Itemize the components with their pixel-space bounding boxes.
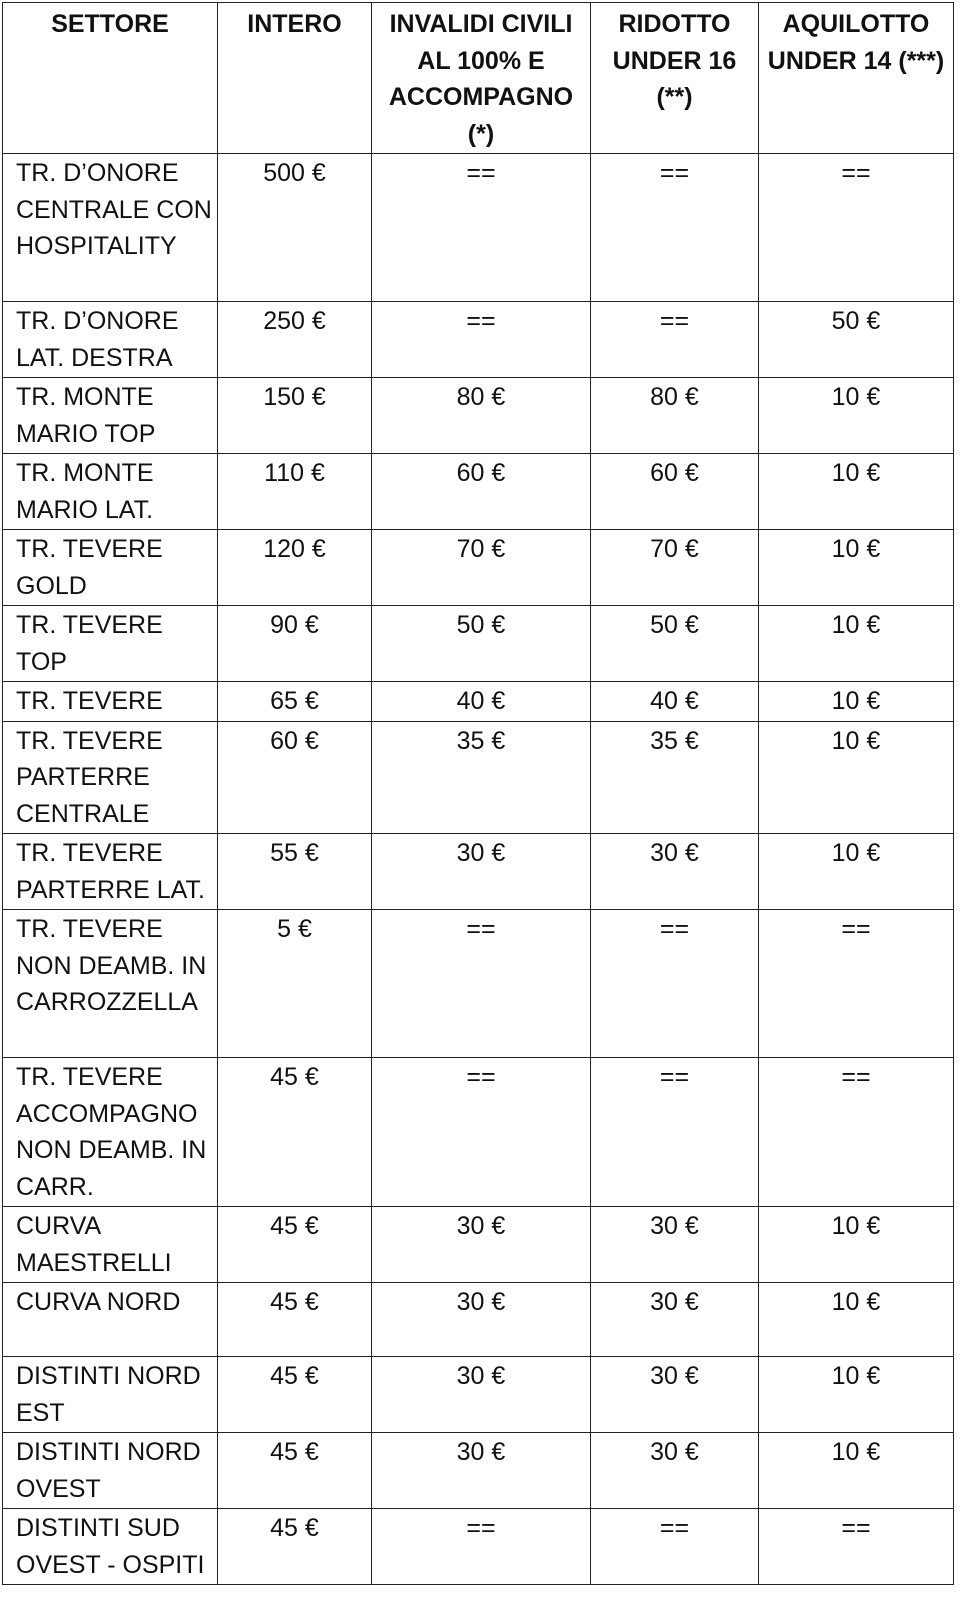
invalidi-cell: 40 € bbox=[372, 682, 591, 722]
sector-cell: TR. TEVERE ACCOMPAGNO NON DEAMB. IN CARR. bbox=[3, 1058, 218, 1207]
table-row bbox=[3, 721, 954, 834]
ridotto-cell: 50 € bbox=[591, 606, 759, 682]
aquilotto-cell: == bbox=[759, 1058, 954, 1207]
ridotto-cell: 30 € bbox=[591, 1283, 759, 1357]
sector-cell: TR. TEVERE GOLD bbox=[3, 530, 218, 606]
aquilotto-cell: == bbox=[759, 910, 954, 1058]
sector-cell: TR. TEVERE PARTERRE CENTRALE bbox=[3, 721, 218, 834]
intero-cell: 45 € bbox=[218, 1283, 372, 1357]
intero-cell: 250 € bbox=[218, 302, 372, 378]
intero-cell: 5 € bbox=[218, 910, 372, 1058]
sector-cell: DISTINTI NORD EST bbox=[3, 1357, 218, 1433]
aquilotto-cell: 10 € bbox=[759, 378, 954, 454]
invalidi-cell: 80 € bbox=[372, 378, 591, 454]
ridotto-cell: == bbox=[591, 302, 759, 378]
header-settore: SETTORE bbox=[3, 3, 218, 154]
table-row bbox=[3, 1207, 954, 1283]
aquilotto-cell: 10 € bbox=[759, 1207, 954, 1283]
header-aquilotto: AQUILOTTO UNDER 14 (***) bbox=[759, 3, 954, 154]
sector-cell: CURVA MAESTRELLI bbox=[3, 1207, 218, 1283]
table-row bbox=[3, 606, 954, 682]
table-row bbox=[3, 154, 954, 302]
table-row bbox=[3, 454, 954, 530]
table-row bbox=[3, 1058, 954, 1207]
header-invalidi: INVALIDI CIVILI AL 100% E ACCOMPAGNO (*) bbox=[372, 3, 591, 154]
table-row bbox=[3, 834, 954, 910]
sector-cell: TR. MONTE MARIO TOP bbox=[3, 378, 218, 454]
aquilotto-cell: 10 € bbox=[759, 834, 954, 910]
sector-cell: TR. TEVERE bbox=[3, 682, 218, 722]
table-row bbox=[3, 378, 954, 454]
table-row bbox=[3, 1283, 954, 1357]
sector-cell: TR. D’ONORE CENTRALE CON HOSPITALITY bbox=[3, 154, 218, 302]
invalidi-cell: == bbox=[372, 910, 591, 1058]
aquilotto-cell: 10 € bbox=[759, 530, 954, 606]
intero-cell: 150 € bbox=[218, 378, 372, 454]
ridotto-cell: 30 € bbox=[591, 1207, 759, 1283]
ridotto-cell: 30 € bbox=[591, 834, 759, 910]
aquilotto-cell: 10 € bbox=[759, 1283, 954, 1357]
intero-cell: 45 € bbox=[218, 1433, 372, 1509]
aquilotto-cell: 10 € bbox=[759, 1433, 954, 1509]
sector-cell: TR. MONTE MARIO LAT. bbox=[3, 454, 218, 530]
table-row bbox=[3, 1433, 954, 1509]
invalidi-cell: 30 € bbox=[372, 1433, 591, 1509]
aquilotto-cell: == bbox=[759, 1509, 954, 1585]
price-table bbox=[2, 2, 954, 1585]
intero-cell: 65 € bbox=[218, 682, 372, 722]
sector-cell: DISTINTI NORD OVEST bbox=[3, 1433, 218, 1509]
sector-cell: TR. TEVERE PARTERRE LAT. bbox=[3, 834, 218, 910]
invalidi-cell: == bbox=[372, 154, 591, 302]
table-row bbox=[3, 910, 954, 1058]
ridotto-cell: == bbox=[591, 154, 759, 302]
invalidi-cell: 70 € bbox=[372, 530, 591, 606]
intero-cell: 55 € bbox=[218, 834, 372, 910]
header-intero: INTERO bbox=[218, 3, 372, 154]
invalidi-cell: 30 € bbox=[372, 1357, 591, 1433]
invalidi-cell: 60 € bbox=[372, 454, 591, 530]
invalidi-cell: 30 € bbox=[372, 1207, 591, 1283]
aquilotto-cell: 10 € bbox=[759, 721, 954, 834]
aquilotto-cell: 10 € bbox=[759, 682, 954, 722]
table-row bbox=[3, 682, 954, 722]
table-body bbox=[3, 154, 954, 1585]
sector-cell: DISTINTI SUD OVEST - OSPITI bbox=[3, 1509, 218, 1585]
aquilotto-cell: == bbox=[759, 154, 954, 302]
intero-cell: 500 € bbox=[218, 154, 372, 302]
intero-cell: 45 € bbox=[218, 1058, 372, 1207]
table-row bbox=[3, 530, 954, 606]
intero-cell: 60 € bbox=[218, 721, 372, 834]
ridotto-cell: 70 € bbox=[591, 530, 759, 606]
invalidi-cell: 30 € bbox=[372, 1283, 591, 1357]
sector-cell: TR. TEVERE NON DEAMB. IN CARROZZELLA bbox=[3, 910, 218, 1058]
ridotto-cell: == bbox=[591, 1509, 759, 1585]
aquilotto-cell: 50 € bbox=[759, 302, 954, 378]
sector-cell: CURVA NORD bbox=[3, 1283, 218, 1357]
ridotto-cell: 80 € bbox=[591, 378, 759, 454]
invalidi-cell: == bbox=[372, 1509, 591, 1585]
ridotto-cell: == bbox=[591, 1058, 759, 1207]
invalidi-cell: 35 € bbox=[372, 721, 591, 834]
aquilotto-cell: 10 € bbox=[759, 454, 954, 530]
invalidi-cell: 50 € bbox=[372, 606, 591, 682]
ridotto-cell: 30 € bbox=[591, 1357, 759, 1433]
intero-cell: 45 € bbox=[218, 1357, 372, 1433]
aquilotto-cell: 10 € bbox=[759, 1357, 954, 1433]
ridotto-cell: 40 € bbox=[591, 682, 759, 722]
invalidi-cell: == bbox=[372, 302, 591, 378]
intero-cell: 45 € bbox=[218, 1207, 372, 1283]
table-header-row bbox=[3, 3, 954, 154]
intero-cell: 120 € bbox=[218, 530, 372, 606]
intero-cell: 110 € bbox=[218, 454, 372, 530]
ridotto-cell: 60 € bbox=[591, 454, 759, 530]
intero-cell: 90 € bbox=[218, 606, 372, 682]
sector-cell: TR. TEVERE TOP bbox=[3, 606, 218, 682]
header-ridotto: RIDOTTO UNDER 16 (**) bbox=[591, 3, 759, 154]
invalidi-cell: == bbox=[372, 1058, 591, 1207]
table-row bbox=[3, 302, 954, 378]
table-row bbox=[3, 1357, 954, 1433]
intero-cell: 45 € bbox=[218, 1509, 372, 1585]
ridotto-cell: 30 € bbox=[591, 1433, 759, 1509]
aquilotto-cell: 10 € bbox=[759, 606, 954, 682]
ridotto-cell: == bbox=[591, 910, 759, 1058]
invalidi-cell: 30 € bbox=[372, 834, 591, 910]
ridotto-cell: 35 € bbox=[591, 721, 759, 834]
table-row bbox=[3, 1509, 954, 1585]
sector-cell: TR. D’ONORE LAT. DESTRA bbox=[3, 302, 218, 378]
